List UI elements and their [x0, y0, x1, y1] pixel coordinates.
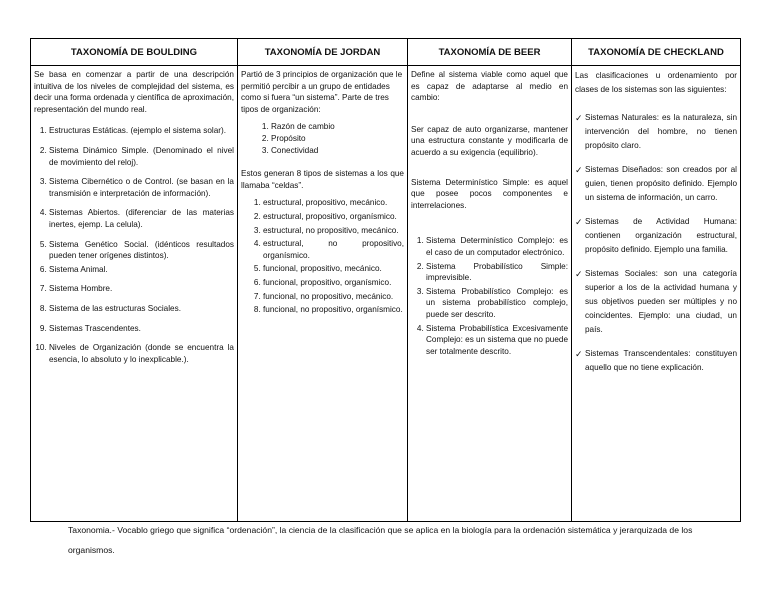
footnote: Taxonomia.- Vocablo griego que significa “ordenación”, la ciencia de la clasificación que se aplica en la biología para la ordenación sistemática y jerarquizada de los organismos. [68, 525, 693, 555]
list-item: ✓ Sistemas Naturales: es la naturaleza, sin intervención del hombre, no tienen propósito claro. [575, 113, 737, 150]
jordan-intro: Partió de 3 principios de organización que le permitió percibir a un grupo de entidades como si fuera “un sistema”. Parte de tres tipos de organización: [241, 70, 403, 114]
jordan-cell [238, 66, 408, 522]
list-item: 4. estructural, no propositivo, organísmico. [263, 238, 404, 261]
header-boulding: TAXONOMÍA DE BOULDING [31, 39, 238, 66]
list-item: 2. Sistema Dinámico Simple. (Denominado el nivel de movimiento del reloj). [49, 145, 234, 168]
check-icon: ✓ [575, 269, 583, 279]
list-item: 3. Sistema Cibernético o de Control. (se basan en la transmisión e interpretación de información). [49, 176, 234, 199]
list-item: 4. Sistema Probabilística Excesivamente Complejo: es un sistema que no puede ser totalmente descrito. [426, 323, 568, 358]
list-item: 1. Razón de cambio [271, 121, 404, 133]
list-item: 5. Sistema Genético Social. (idénticos resultados pueden tener orígenes distintos). [49, 239, 234, 262]
beer-p2: Ser capaz de auto organizarse, mantener una estructura constante y modificarla de acuerdo a su exigencia (equilibrio). [411, 124, 568, 157]
list-item: 6. Sistema Animal. [49, 264, 234, 276]
list-item: 7. Sistema Hombre. [49, 283, 234, 295]
list-item: 3. estructural, no propositivo, mecánico. [263, 225, 404, 237]
list-item: 2. estructural, propositivo, organísmico. [263, 211, 404, 223]
check-icon: ✓ [575, 165, 583, 175]
check-icon: ✓ [575, 113, 583, 123]
checkland-intro: Las clasificaciones u ordenamiento por clases de los sistemas son las siguientes: [575, 71, 737, 94]
boulding-intro: Se basa en comenzar a partir de una descripción intuitiva de los niveles de complejidad del sistema, es decir una forma ordenada y científica de aproximación, representación del mundo real. [34, 70, 234, 114]
list-item: ✓ Sistemas Sociales: son una categoría superior a los de la actividad humana y sus objetivos pueden ser múltiples y no coincidentes. Ejemplo: una ciudad, un país. [575, 269, 737, 334]
beer-cell [408, 66, 572, 522]
list-item: 7. funcional, no propositivo, mecánico. [263, 291, 404, 303]
list-item: 10. Niveles de Organización (donde se encuentra la esencia, lo absoluto y lo inexplicable.). [49, 342, 234, 365]
list-item: 2. Sistema Probabilístico Simple: imprevisible. [426, 261, 568, 284]
list-item: ✓ Sistemas de Actividad Humana: contienen organización estructural, propósito definido. Ejemplo una familia. [575, 217, 737, 254]
header-jordan: TAXONOMÍA DE JORDAN [238, 39, 408, 66]
list-item: 8. funcional, no propositivo, organísmico. [263, 304, 404, 316]
header-checkland: TAXONOMÍA DE CHECKLAND [572, 39, 741, 66]
taxonomy-table [30, 38, 741, 522]
list-item: ✓ Sistemas Diseñados: son creados por al guien, tienen propósito definido. Ejemplo un sistema de información, un carro. [575, 165, 737, 202]
list-item: 1. Sistema Determinístico Complejo: es el caso de un computador electrónico. [426, 235, 568, 258]
jordan-middle: Estos generan 8 tipos de sistemas a los que llamaba “celdas”. [241, 169, 404, 190]
list-item: 1. estructural, propositivo, mecánico. [263, 197, 404, 209]
list-item: 4. Sistemas Abiertos. (diferenciar de las materias inertes, ejemp. La celula). [49, 207, 234, 230]
boulding-cell [31, 66, 238, 522]
list-item: 6. funcional, propositivo, organísmico. [263, 277, 404, 289]
checkland-cell [572, 66, 741, 522]
check-icon: ✓ [575, 217, 583, 227]
list-item: 3. Conectividad [271, 145, 404, 157]
list-item: 2. Propósito [271, 133, 404, 145]
boulding-list [34, 125, 234, 365]
check-icon: ✓ [575, 349, 583, 359]
jordan-cells [241, 197, 404, 315]
list-item: ✓ Sistemas Transcendentales: constituyen aquello que no tiene explicación. [575, 349, 737, 372]
beer-list [411, 235, 568, 357]
header-beer: TAXONOMÍA DE BEER [408, 39, 572, 66]
list-item: 8. Sistema de las estructuras Sociales. [49, 303, 234, 315]
list-item: 3. Sistema Probabilístico Complejo: es un sistema probabilístico complejo, puede ser descrito. [426, 286, 568, 321]
list-item: 9. Sistemas Trascendentes. [49, 323, 234, 335]
list-item: 5. funcional, propositivo, mecánico. [263, 263, 404, 275]
checkland-list [575, 111, 737, 375]
beer-p3: Sistema Determinístico Simple: es aquel que posee pocos componentes e interrelaciones. [411, 177, 568, 210]
list-item: 1. Estructuras Estáticas. (ejemplo el sistema solar). [49, 125, 234, 137]
beer-p1: Define al sistema viable como aquel que es capaz de adaptarse al medio en cambio: [411, 70, 568, 103]
jordan-principles [241, 121, 404, 156]
